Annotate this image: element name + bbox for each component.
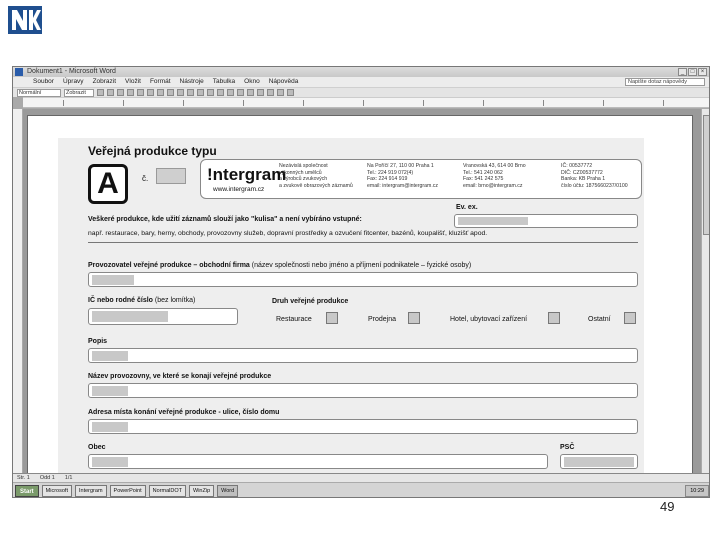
popis-field[interactable] xyxy=(88,348,638,363)
taskbar-item[interactable]: Microsoft xyxy=(42,485,72,497)
menu-okno[interactable]: Okno xyxy=(244,78,260,85)
popis-label: Popis xyxy=(88,338,108,345)
close-icon[interactable]: × xyxy=(698,68,707,76)
ruler-tick xyxy=(63,100,64,106)
contact-line: výkonných umělců xyxy=(279,169,322,176)
taskbar-item[interactable]: WinZip xyxy=(189,485,214,497)
number-field[interactable] xyxy=(156,168,186,184)
menu-upravy[interactable]: Úpravy xyxy=(62,78,84,85)
underline-icon[interactable] xyxy=(257,89,264,96)
undo-icon[interactable] xyxy=(187,89,194,96)
menu-tabulka[interactable]: Tabulka xyxy=(212,78,236,85)
ruler-tick xyxy=(243,100,244,106)
contact-line: Na Poříčí 27, 110 00 Praha 1 xyxy=(367,163,434,169)
taskbar-item[interactable]: PowerPoint xyxy=(110,485,146,497)
italic-icon[interactable] xyxy=(247,89,254,96)
ruler-tick xyxy=(123,100,124,106)
contact-column-3 xyxy=(463,163,526,189)
windows-taskbar xyxy=(13,483,710,498)
menu-nastroje[interactable]: Nástroje xyxy=(179,78,204,85)
contact-line: Banka: KB Praha 1 xyxy=(561,176,606,183)
status-page: Str. 1 xyxy=(17,475,30,481)
view-select[interactable]: Zobrazit xyxy=(64,89,94,97)
taskbar-item-active[interactable]: Word xyxy=(217,485,238,497)
intro-text: např. restaurace, bary, herny, obchody, provozovny služeb, dopravní prostředky a ozvučení fitcenter, bazénů, koupališť, kluzišť apod. xyxy=(88,230,488,237)
minimize-icon[interactable]: _ xyxy=(678,68,687,76)
kind-hotel-checkbox[interactable] xyxy=(548,312,560,324)
form-sheet xyxy=(58,138,644,474)
operator-hint: (název společnosti nebo jméno a příjmení podnikatele – fyzické osoby) xyxy=(251,262,472,269)
columns-icon[interactable] xyxy=(217,89,224,96)
ruler-tick xyxy=(543,100,544,106)
start-button[interactable]: Start xyxy=(15,485,39,497)
align-left-icon[interactable] xyxy=(267,89,274,96)
kind-restaurace-checkbox[interactable] xyxy=(326,312,338,324)
help-search-input[interactable]: Napište dotaz nápovědy xyxy=(625,78,705,86)
menu-zobrazit[interactable]: Zobrazit xyxy=(92,78,117,85)
contact-column-1 xyxy=(279,163,353,189)
word-statusbar xyxy=(13,474,710,483)
align-center-icon[interactable] xyxy=(277,89,284,96)
word-app-icon xyxy=(15,68,23,76)
contact-line: IČ: 00537772 xyxy=(561,163,593,169)
kind-ostatni-checkbox[interactable] xyxy=(624,312,636,324)
ruler-tick xyxy=(363,100,364,106)
paste-icon[interactable] xyxy=(177,89,184,96)
word-screenshot xyxy=(12,66,710,498)
intergram-header xyxy=(200,159,642,199)
menu-vlozit[interactable]: Vložit xyxy=(125,78,141,85)
window-controls xyxy=(678,68,707,76)
form-title: Veřejná produkce typu xyxy=(88,144,217,158)
divider xyxy=(88,242,638,243)
contact-line: Tel.: 224 919 072(4) xyxy=(367,169,414,176)
obec-label: Obec xyxy=(88,444,106,451)
vertical-ruler[interactable] xyxy=(13,109,23,473)
intergram-logo: !ntergram xyxy=(207,165,287,184)
window-title: Dokument1 - Microsoft Word xyxy=(27,68,116,75)
taskbar-item[interactable]: NormalDOT xyxy=(149,485,186,497)
kind-hotel-label: Hotel, ubytovací zařízení xyxy=(450,316,528,323)
contact-line: a výrobců zvukových xyxy=(279,176,328,183)
ruler-tick xyxy=(603,100,604,106)
horizontal-ruler[interactable] xyxy=(23,97,709,108)
copy-icon[interactable] xyxy=(167,89,174,96)
ev-label: Ev. ex. xyxy=(456,204,478,211)
kind-prodejna-label: Prodejna xyxy=(368,316,397,323)
contact-line: a zvukově obrazových záznamů xyxy=(279,182,353,189)
spelling-icon[interactable] xyxy=(147,89,154,96)
contact-line: Fax: 541 242 575 xyxy=(463,176,504,183)
ev-field[interactable] xyxy=(454,214,638,228)
status-section: Odd 1 xyxy=(39,475,55,481)
menu-bar xyxy=(13,77,709,87)
contact-line: číslo účtu: 1875660237/0100 xyxy=(561,182,628,189)
slide-page-number: 49 xyxy=(660,499,675,514)
formatting-toolbar xyxy=(13,87,709,97)
table-icon[interactable] xyxy=(207,89,214,96)
cut-icon[interactable] xyxy=(157,89,164,96)
kind-ostatni-label: Ostatní xyxy=(588,316,611,323)
intergram-url: www.intergram.cz xyxy=(213,186,265,193)
contact-line: Tel.: 541 240 062 xyxy=(463,169,503,176)
ruler-tick xyxy=(483,100,484,106)
taskbar-item[interactable]: Intergram xyxy=(75,485,107,497)
intro-heading: Veškeré produkce, kde užití záznamů slouží jako "kulisa" a není vybíráno vstupné: xyxy=(88,216,362,223)
ic-label xyxy=(88,297,195,304)
print-icon[interactable] xyxy=(127,89,134,96)
contact-line: email: brno@intergram.cz xyxy=(463,182,523,189)
kind-restaurace-label: Restaurace xyxy=(276,316,312,323)
ruler-tick xyxy=(303,100,304,106)
contact-line: DIČ: CZ00537772 xyxy=(561,169,603,176)
address-field[interactable] xyxy=(88,419,638,434)
field-fill xyxy=(92,457,128,467)
number-label: č. xyxy=(142,174,149,183)
menu-napoveda[interactable]: Nápověda xyxy=(268,78,299,85)
name-label: Název provozovny, ve které se konají veřejné produkce xyxy=(88,373,272,380)
new-icon[interactable] xyxy=(97,89,104,96)
operator-label xyxy=(88,262,471,269)
maximize-icon[interactable]: □ xyxy=(688,68,697,76)
bottom-bars xyxy=(13,473,710,498)
ruler-tick xyxy=(183,100,184,106)
bold-icon[interactable] xyxy=(237,89,244,96)
obec-field[interactable] xyxy=(88,454,548,469)
contact-line: Vranovská 43, 614 00 Brno xyxy=(463,163,526,169)
field-fill xyxy=(564,457,634,467)
redo-icon[interactable] xyxy=(197,89,204,96)
field-fill xyxy=(92,351,128,361)
operator-field[interactable] xyxy=(88,272,638,287)
ruler-tick xyxy=(423,100,424,106)
contact-line: Nezávislá společnost xyxy=(279,163,328,169)
psc-label: PSČ xyxy=(560,444,575,451)
style-select[interactable]: Normální xyxy=(17,89,61,97)
document-page[interactable] xyxy=(27,115,693,475)
nk-logo-icon xyxy=(8,6,42,34)
kind-label: Druh veřejné produkce xyxy=(272,298,349,305)
psc-field[interactable] xyxy=(560,454,638,469)
save-icon[interactable] xyxy=(117,89,124,96)
system-tray-clock: 10:29 xyxy=(685,485,709,497)
align-right-icon[interactable] xyxy=(287,89,294,96)
field-fill xyxy=(92,311,168,322)
ic-field[interactable] xyxy=(88,308,238,325)
address-label: Adresa místa konání veřejné produkce - ulice, číslo domu xyxy=(88,409,280,416)
kind-prodejna-checkbox[interactable] xyxy=(408,312,420,324)
ic-hint: (bez lomítka) xyxy=(154,297,196,304)
vertical-scrollbar[interactable] xyxy=(701,109,710,473)
contact-line: Fax: 224 914 919 xyxy=(367,176,408,183)
scrollbar-thumb[interactable] xyxy=(703,115,710,235)
contact-column-2 xyxy=(367,163,438,189)
field-fill xyxy=(92,422,128,432)
open-icon[interactable] xyxy=(107,89,114,96)
document-workarea xyxy=(13,109,710,473)
menu-soubor[interactable]: Soubor xyxy=(33,78,54,85)
contact-line: email: intergram@intergram.cz xyxy=(367,182,438,189)
preview-icon[interactable] xyxy=(137,89,144,96)
contact-column-4 xyxy=(561,163,628,189)
window-titlebar xyxy=(13,67,709,77)
field-fill xyxy=(92,386,128,396)
menu-format[interactable]: Formát xyxy=(149,78,171,85)
status-pages: 1/1 xyxy=(64,475,73,481)
ic-label-bold: IČ nebo rodné číslo xyxy=(88,297,153,304)
field-fill xyxy=(92,275,134,285)
operator-label-bold: Provozovatel veřejné produkce – obchodní firma xyxy=(88,262,250,269)
ruler-tick xyxy=(663,100,664,106)
type-letter: A xyxy=(88,164,128,204)
drawing-icon[interactable] xyxy=(227,89,234,96)
name-field[interactable] xyxy=(88,383,638,398)
